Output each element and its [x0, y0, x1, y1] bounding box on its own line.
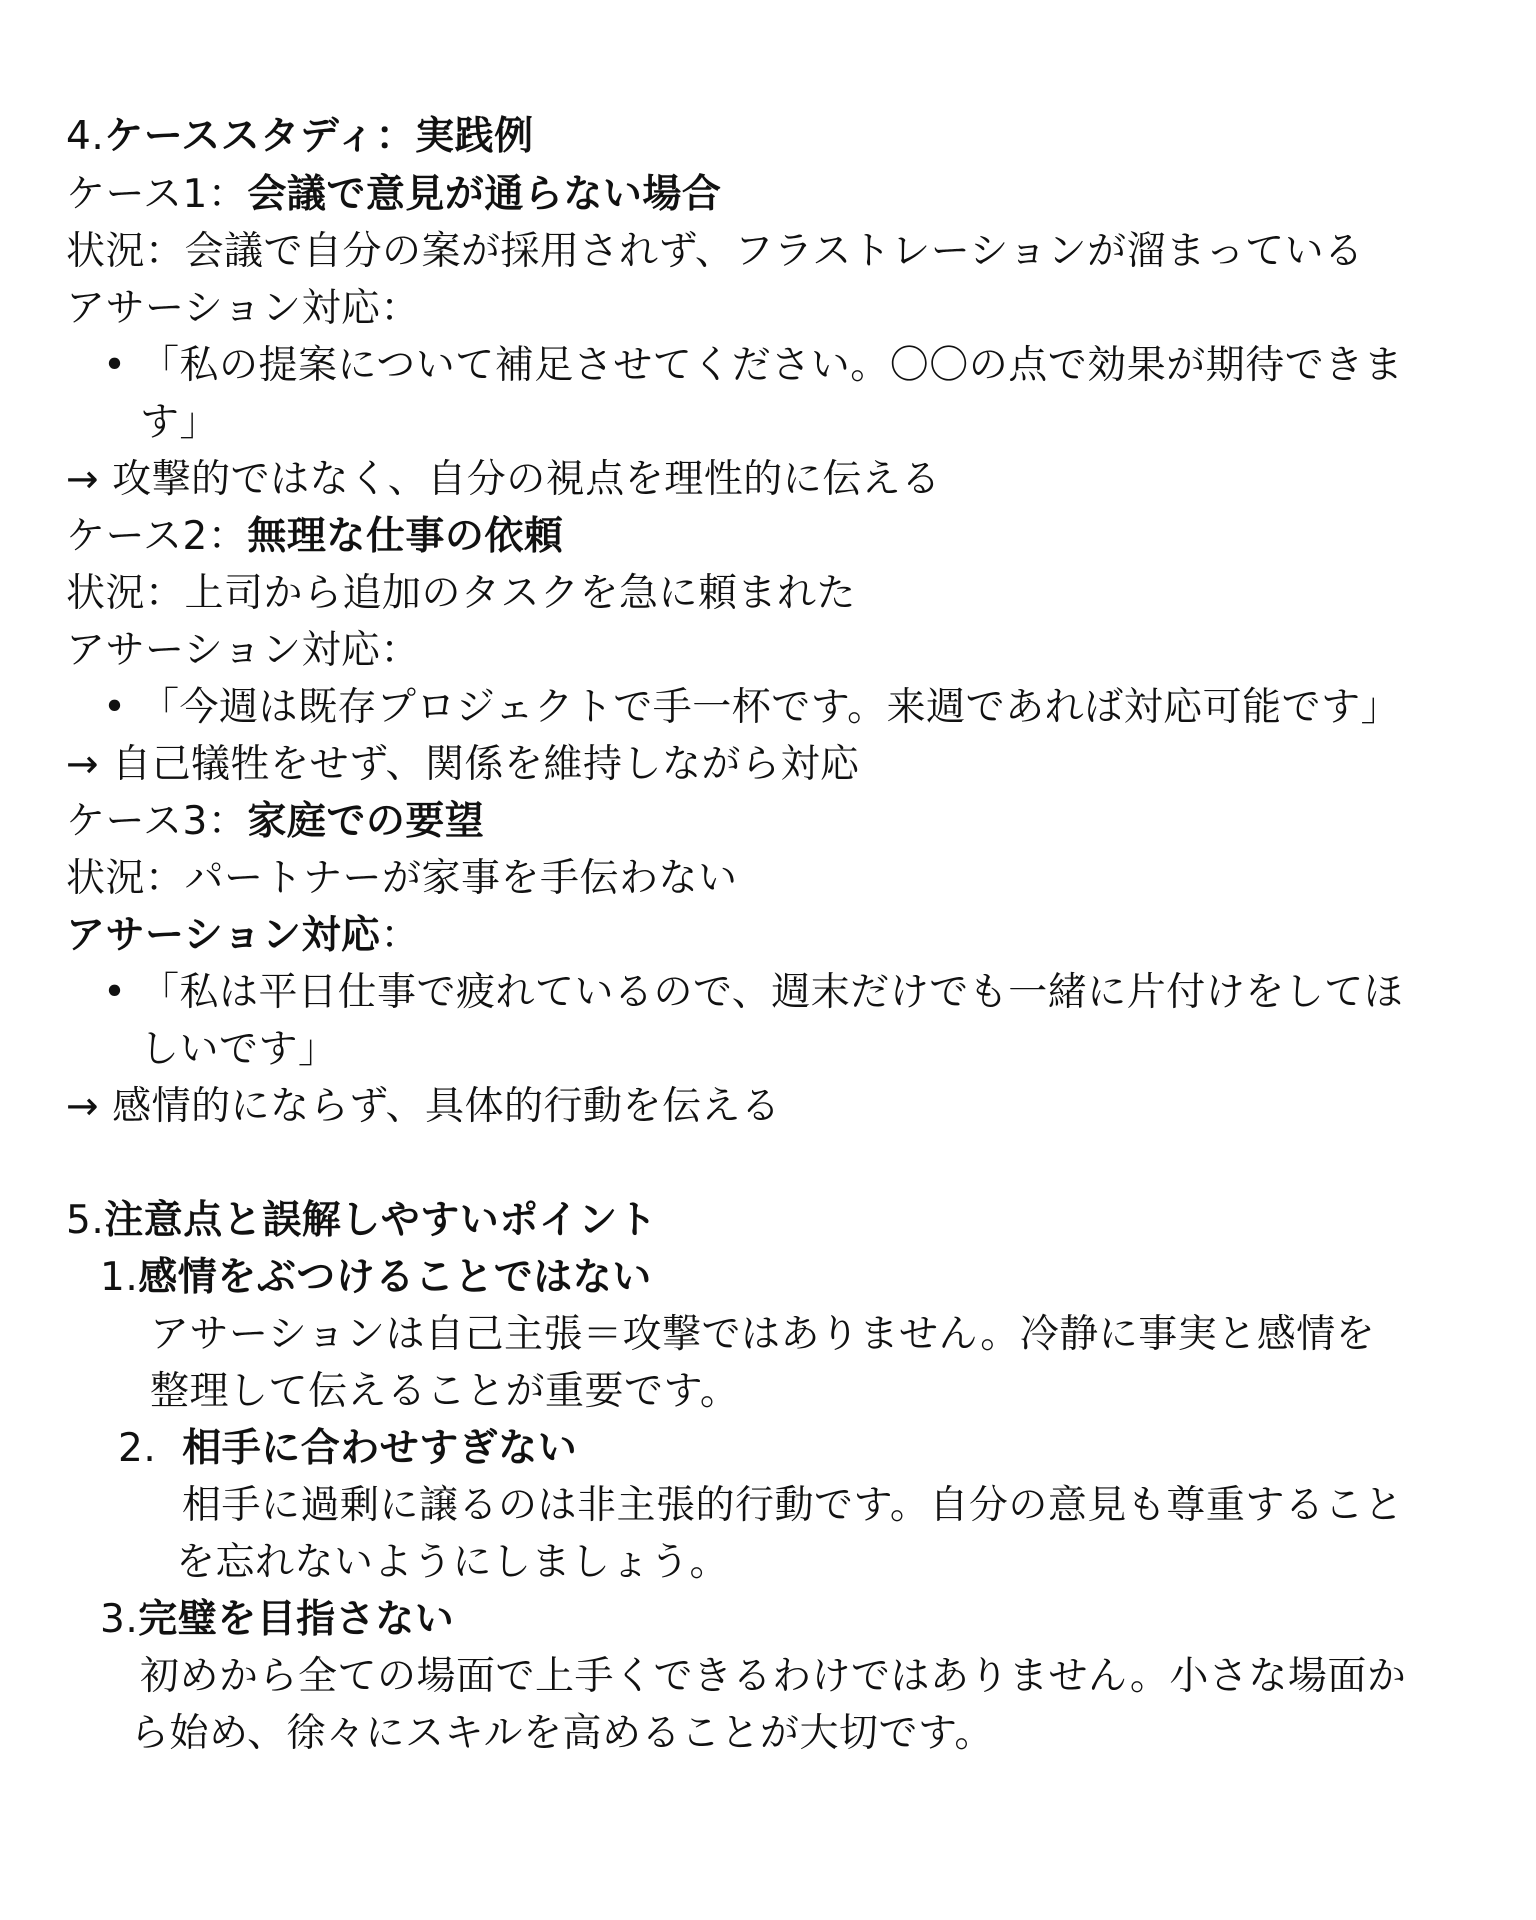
- case1-bullet-dot: •: [103, 343, 127, 388]
- section5-item3-num: 3.: [100, 1597, 139, 1642]
- section5-item3-heading: [100, 1595, 454, 1645]
- case1-label: ケース1：: [66, 172, 248, 217]
- section5-heading-text: 注意点と誤解しやすいポイント: [104, 1198, 658, 1243]
- section5-heading: [66, 1196, 657, 1246]
- section5-item2-title: 相手に合わせすぎない: [182, 1426, 578, 1471]
- section4-heading: [66, 112, 534, 162]
- case3-result: → 感情的にならず、具体的行動を伝える: [66, 1084, 781, 1129]
- section5-item2-num: 2.: [118, 1426, 157, 1471]
- section5-item1-line1: アサーションは自己主張＝攻撃ではありません。冷静に事実と感情を: [150, 1312, 1376, 1357]
- section5-item2-heading: [118, 1424, 577, 1474]
- case2-bullet-dot: •: [103, 685, 127, 730]
- case1-heading: [66, 170, 721, 220]
- section5-item3-line2: ら始め、徐々にスキルを高めることが大切です。: [130, 1711, 994, 1756]
- case1-bullet-line1: 「私の提案について補足させてください。〇〇の点で効果が期待できま: [140, 343, 1404, 388]
- case3-label: ケース3：: [66, 799, 248, 844]
- section5-item2-line2: を忘れないようにしましょう。: [176, 1540, 730, 1585]
- case1-response-label: アサーション対応：: [66, 286, 420, 331]
- case3-situation: 状況：パートナーが家事を手伝わない: [66, 856, 738, 901]
- section4-heading-num: 4.: [66, 114, 105, 159]
- case2-bullet-line1: 「今週は既存プロジェクトで手一杯です。来週であれば対応可能です」: [140, 685, 1401, 730]
- section5-item1-num: 1.: [100, 1255, 139, 1300]
- case3-title: 家庭での要望: [247, 799, 485, 844]
- case1-situation: 状況：会議で自分の案が採用されず、フラストレーションが溜まっている: [66, 229, 1364, 274]
- section5-item3-line1: 初めから全ての場面で上手くできるわけではありません。小さな場面か: [140, 1654, 1407, 1699]
- case2-title: 無理な仕事の依頼: [247, 514, 564, 559]
- case3-response-label: [66, 911, 420, 961]
- case3-response-label-colon: ：: [380, 913, 420, 958]
- section4-heading-text: ケーススタディ：実践例: [104, 114, 534, 159]
- case2-label: ケース2：: [66, 514, 248, 559]
- section5-item3-title: 完璧を目指さない: [138, 1597, 455, 1642]
- section5-heading-num: 5.: [66, 1198, 105, 1243]
- case2-heading: [66, 512, 563, 562]
- section5-item1-title: 感情をぶつけることではない: [138, 1255, 652, 1300]
- section5-item2-line1: 相手に過剰に譲るのは非主張的行動です。自分の意見も尊重すること: [182, 1483, 1404, 1528]
- case3-bullet-line1: 「私は平日仕事で疲れているので、週末だけでも一緒に片付けをしてほ: [140, 970, 1404, 1015]
- case1-title: 会議で意見が通らない場合: [247, 172, 722, 217]
- case3-bullet-line2: しいです」: [140, 1027, 338, 1072]
- case1-result: → 攻撃的ではなく、自分の視点を理性的に伝える: [66, 457, 941, 502]
- case2-response-label: アサーション対応：: [66, 628, 420, 673]
- case3-bullet-dot: •: [103, 970, 127, 1015]
- case2-situation: 状況：上司から追加のタスクを急に頼まれた: [66, 571, 857, 616]
- section5-item1-heading: [100, 1253, 652, 1303]
- section5-item1-line2: 整理して伝えることが重要です。: [150, 1369, 740, 1414]
- case3-heading: [66, 797, 484, 847]
- case3-response-label-bold: アサーション対応: [66, 913, 381, 958]
- case2-result: → 自己犠牲をせず、関係を維持しながら対応: [66, 742, 860, 787]
- case1-bullet-line2: す」: [140, 400, 220, 445]
